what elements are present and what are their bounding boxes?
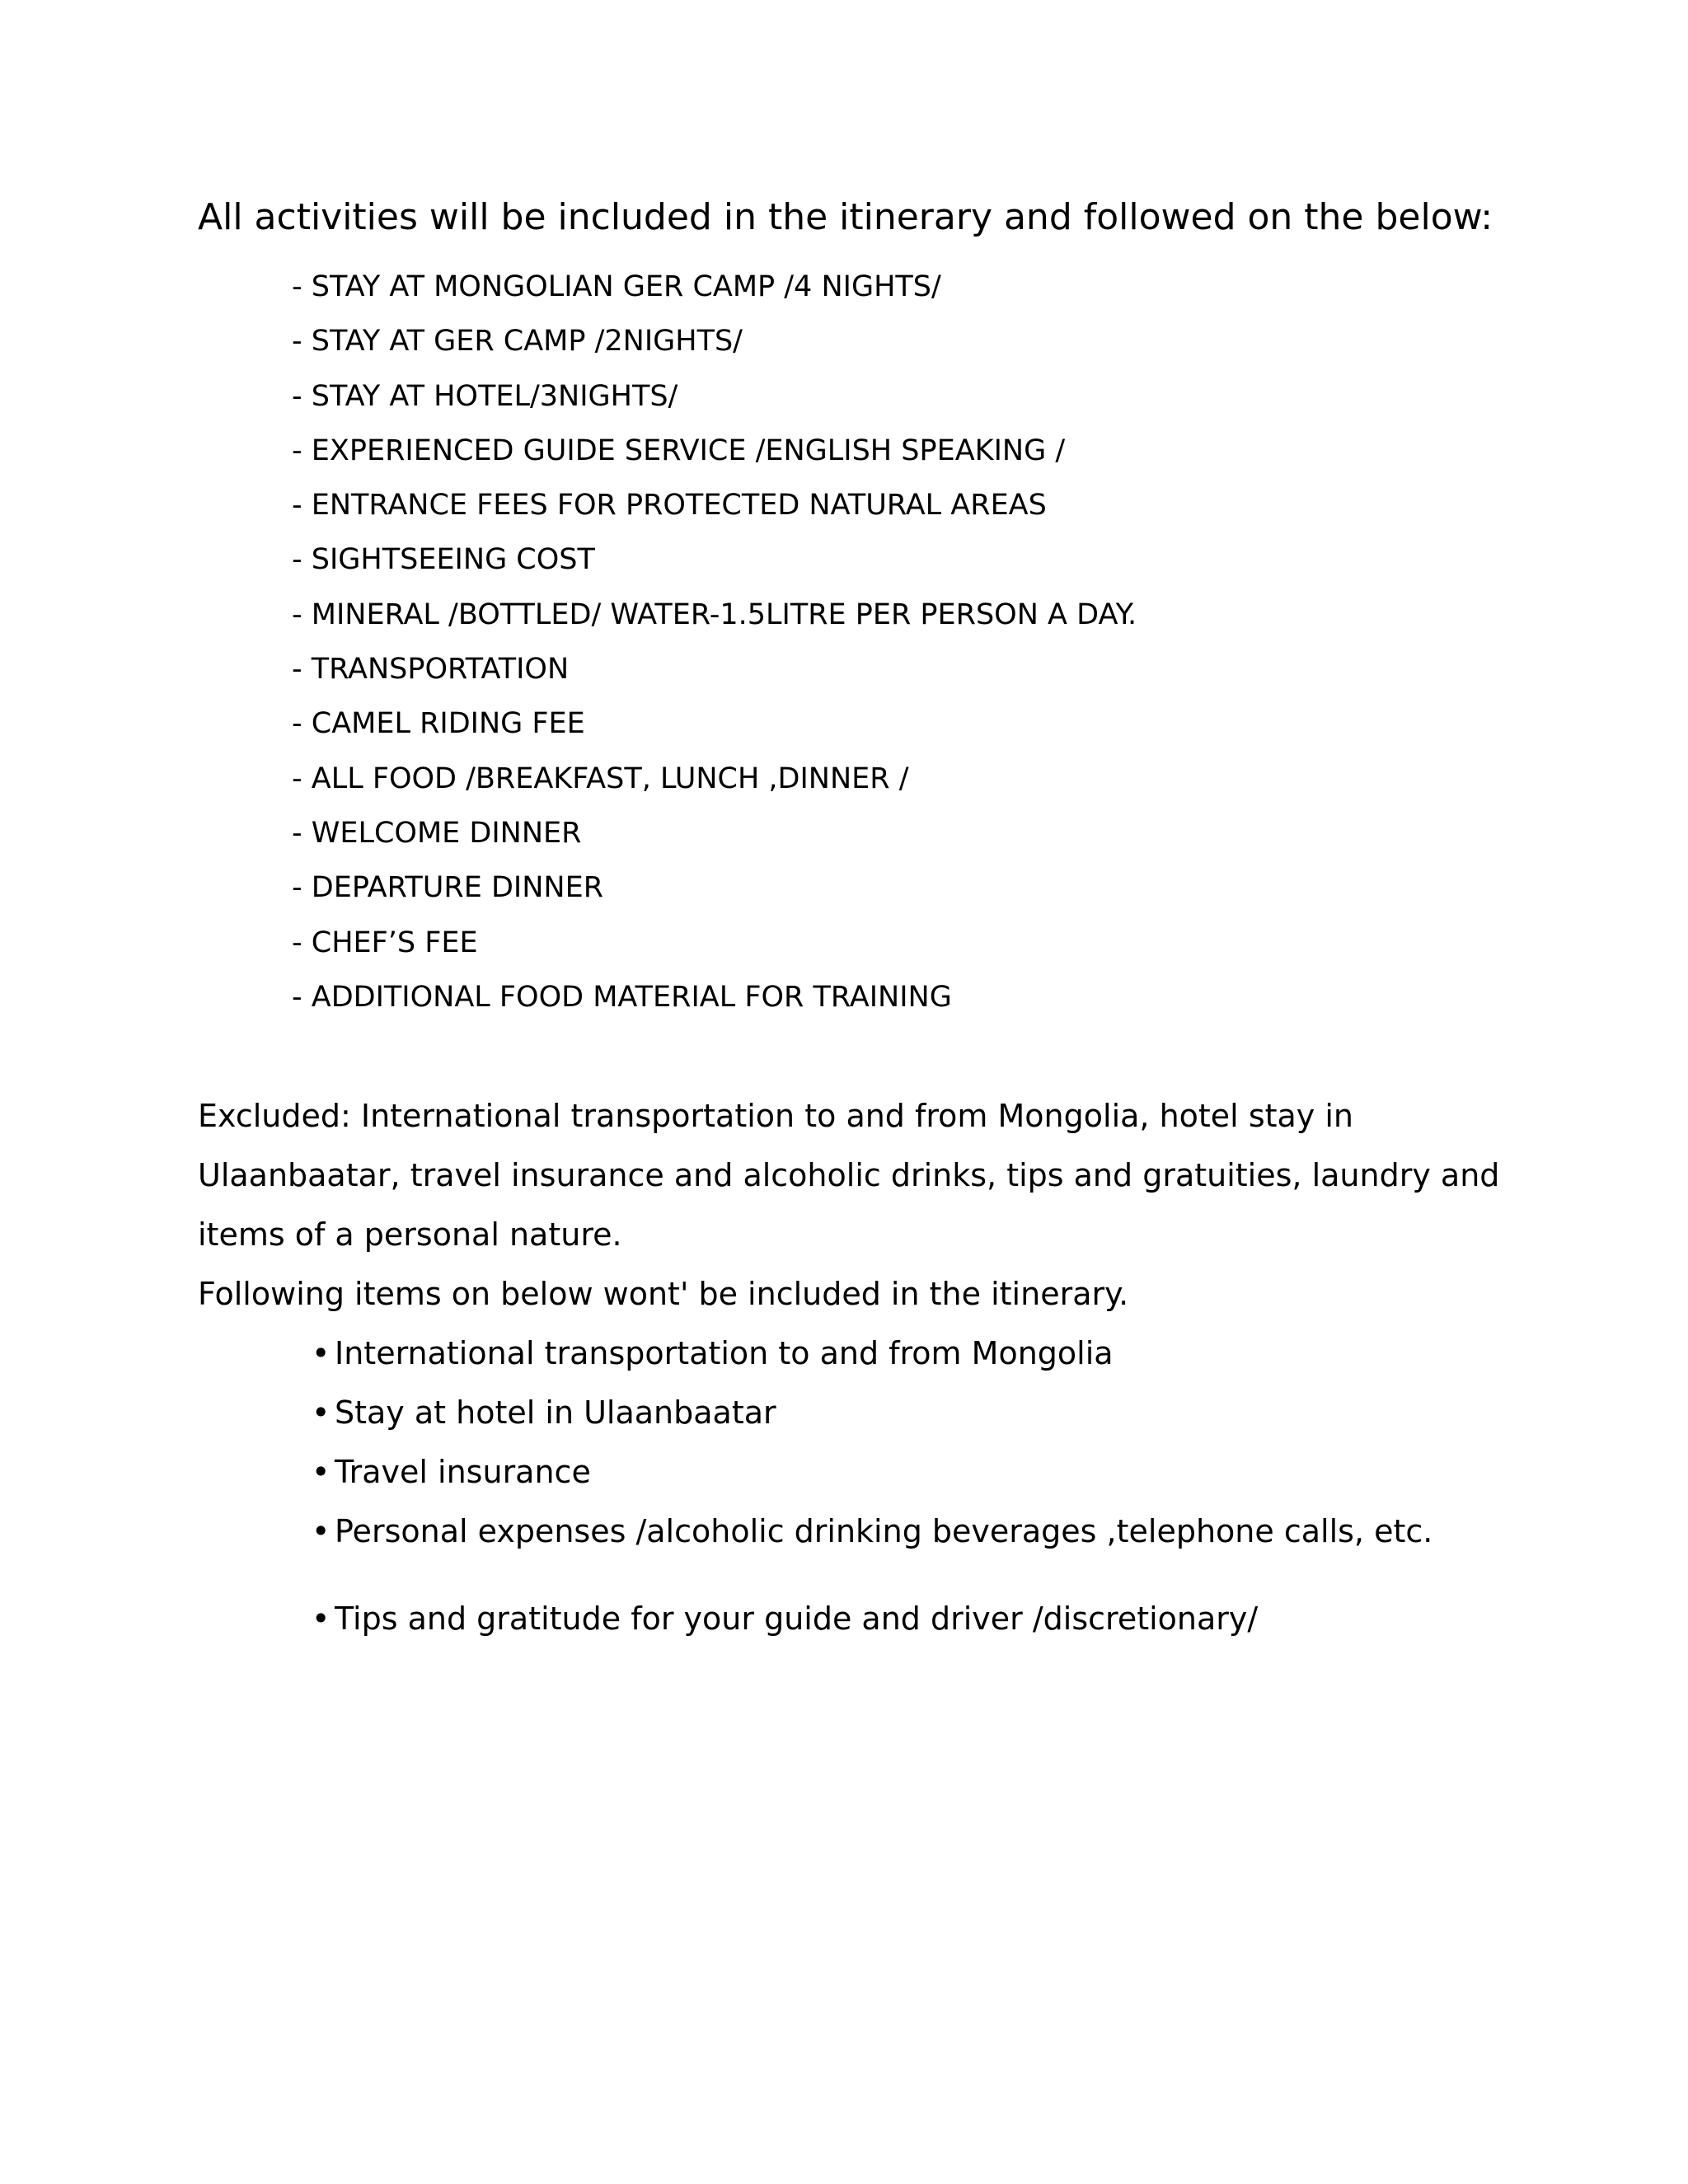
excluded-item [312,1442,1432,1502]
included-item: - ADDITIONAL FOOD MATERIAL FOR TRAINING [292,980,952,1014]
included-item: - SIGHTSEEING COST [292,543,595,577]
included-item: - STAY AT GER CAMP /2NIGHTS/ [292,325,743,359]
included-item: - STAY AT MONGOLIAN GER CAMP /4 NIGHTS/ [292,270,941,303]
excluded-item [312,1502,1432,1561]
included-item: - ALL FOOD /BREAKFAST, LUNCH ,DINNER / [292,762,909,795]
excluded-item-text: Personal expenses /alcoholic drinking beverages ,telephone calls, etc. [335,1513,1433,1549]
included-heading: All activities will be included in the itinerary and followed on the below: [198,196,1493,238]
included-item: - EXPERIENCED GUIDE SERVICE /ENGLISH SPEAKING / [292,434,1066,467]
excluded-item [312,1383,1432,1442]
excluded-item-text: Tips and gratitude for your guide and driver /discretionary/ [335,1601,1259,1637]
excluded-item-text: Travel insurance [335,1454,591,1490]
included-item: - STAY AT HOTEL/3NIGHTS/ [292,379,678,413]
included-item: - CAMEL RIDING FEE [292,707,585,741]
included-item: - CHEF’S FEE [292,926,478,959]
bullet-icon: • [312,1454,331,1490]
bullet-icon: • [312,1394,331,1431]
excluded-item-text: Stay at hotel in Ulaanbaatar [335,1394,776,1431]
excluded-list [312,1324,1432,1648]
bullet-icon: • [312,1335,331,1371]
excluded-paragraph: Excluded: International transportation to and from Mongolia, hotel stay in Ulaanbaatar, travel insurance and alcoholic drinks, tips and gratuities, laundry and items of a personal nature. [198,1098,1500,1253]
included-item: - WELCOME DINNER [292,816,582,850]
included-list [292,269,1137,1033]
excluded-item [312,1589,1432,1648]
included-item: - ENTRANCE FEES FOR PROTECTED NATURAL AREAS [292,489,1047,523]
included-item: - TRANSPORTATION [292,653,570,687]
following-text: Following items on below wont' be included in the itinerary. [198,1276,1129,1312]
excluded-item [312,1324,1432,1383]
included-item: - MINERAL /BOTTLED/ WATER-1.5LITRE PER PERSON A DAY. [292,598,1137,631]
bullet-icon: • [312,1513,331,1549]
excluded-item-text: International transportation to and from Mongolia [335,1335,1114,1371]
bullet-icon: • [312,1601,331,1637]
included-item: - DEPARTURE DINNER [292,871,604,905]
